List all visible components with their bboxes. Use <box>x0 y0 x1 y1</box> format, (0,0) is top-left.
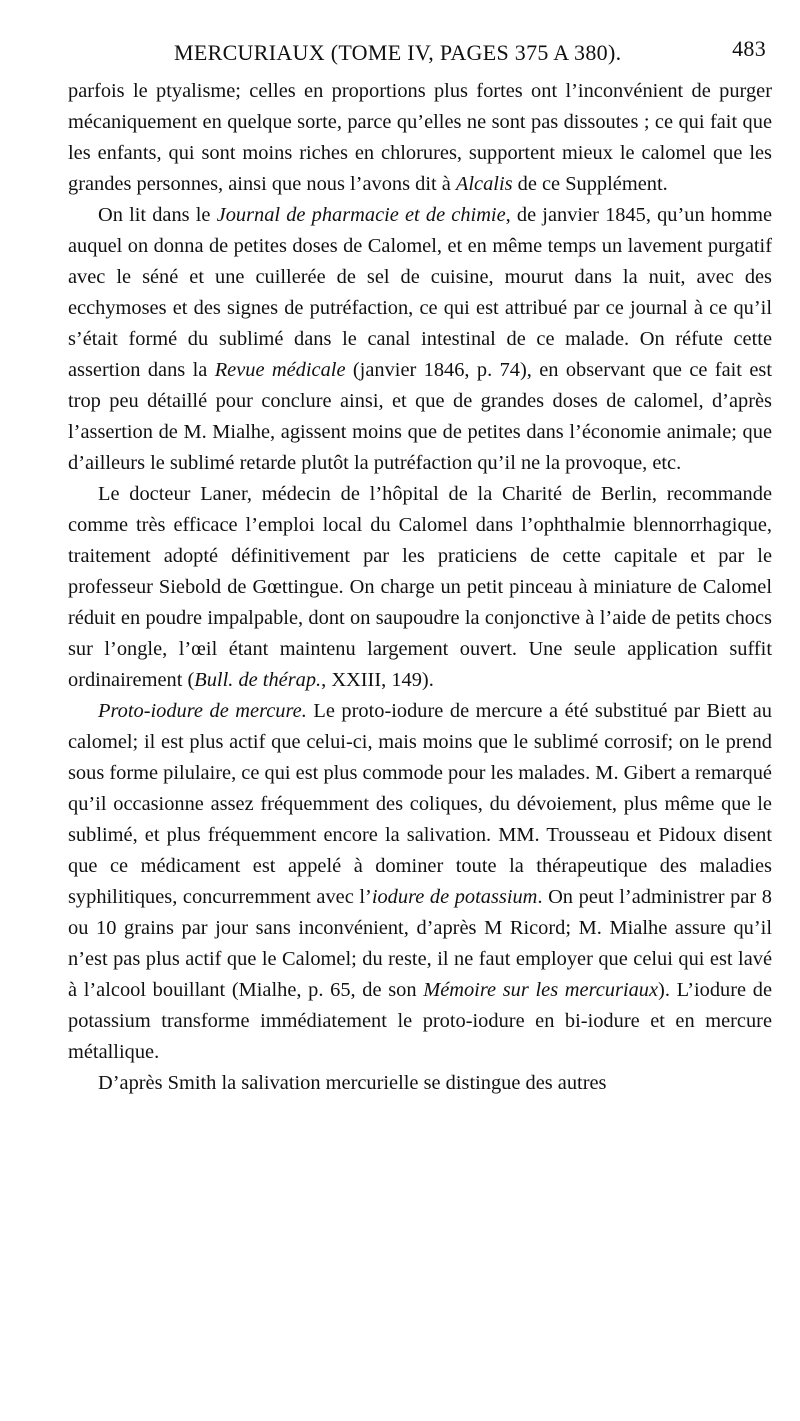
paragraph <box>68 200 772 479</box>
italic-text: Proto-iodure de mercure. <box>98 700 307 722</box>
text-run: , XXIII, 149). <box>321 669 434 691</box>
italic-text: iodure de potassium <box>371 886 538 908</box>
italic-text: Alcalis <box>455 173 513 195</box>
italic-text: Journal de pharmacie et de chimie <box>216 204 506 226</box>
text-run: D’après Smith la salivation mercurielle se distingue des autres <box>98 1072 607 1094</box>
paragraph <box>68 76 772 200</box>
paragraph <box>68 696 772 1068</box>
text-run: ). L’iodure de potassium transforme immédiatement le proto-iodure en bi-iodure et en mercure métallique. <box>68 979 772 1063</box>
text-run: . On peut l’administrer par 8 ou 10 grains par jour sans inconvénient, d’après M Ricord; M. Mialhe assure qu’il n’est pas plus actif que le Calomel; du reste, il ne faut employer que celui qui est lavé à l’alcool bouillant (Mialhe, p. 65, de son <box>68 886 772 1001</box>
paragraph <box>68 479 772 696</box>
italic-text: Bull. de thérap. <box>194 669 322 691</box>
running-header <box>68 34 772 76</box>
text-run: Le proto-iodure de mercure a été substitué par Biett au calomel; il est plus actif que celui-ci, mais moins que le sublimé corrosif; on le prend sous forme pilulaire, ce qui est plus commode pour les malades. M. Gibert a remarqué qu’il occasionne assez fréquemment des coliques, du dévoiement, plus même que le sublimé, et plus fréquemment encore la salivation. MM. Trousseau et Pidoux disent que ce médicament est appelé à dominer toute la thérapeutique des maladies syphilitiques, concurremment avec l’ <box>68 700 772 908</box>
page-number: 483 <box>732 36 766 61</box>
text-run: parfois le ptyalisme; celles en proportions plus fortes ont l’inconvénient de purger mécaniquement en quelque sorte, parce qu’elles ne sont pas dissoutes ; ce qui fait que les enfants, qui sont moins riches en chlorures, supportent mieux le calomel que les grandes personnes, ainsi que nous l’avons dit à <box>68 80 772 195</box>
header-title: MERCURIAUX (TOME IV, PAGES 375 A 380). <box>174 40 622 65</box>
paragraph <box>68 1068 772 1099</box>
text-run: On lit dans le <box>98 204 217 226</box>
text-run: (janvier 1846, p. 74), en observant que ce fait est trop peu détaillé pour conclure ainsi, et que de grandes doses de calomel, d’après l’assertion de M. Mialhe, agissent moins que de petites dans l’économie animale; que d’ailleurs le sublimé retarde plutôt la putréfaction qu’il ne la provoque, etc. <box>68 359 773 474</box>
italic-text: Revue médicale <box>214 359 346 381</box>
text-run: de ce Supplément. <box>512 173 668 195</box>
italic-text: Mémoire sur les mercuriaux <box>423 979 659 1001</box>
text-run: , de janvier 1845, qu’un homme auquel on donna de petites doses de Calomel, et en même temps un lavement purgatif avec le séné et une cuillerée de sel de cuisine, mourut dans la nuit, avec des ecchymoses et des signes de putréfaction, ce qui est attribué par ce journal à ce qu’il s’était formé du sublimé dans le canal intestinal de ce malade. On réfute cette assertion dans la <box>68 204 772 381</box>
body-text <box>68 76 772 1099</box>
text-run: Le docteur Laner, médecin de l’hôpital de la Charité de Berlin, recommande comme très efficace l’emploi local du Calomel dans l’ophthalmie blennorrhagique, traitement adopté définitivement par les praticiens de cette capitale et par le professeur Siebold de Gœttingue. On charge un petit pinceau à miniature de Calomel réduit en poudre impalpable, dont on saupoudre la conjonctive à l’aide de petits chocs sur l’ongle, l’œil étant maintenu largement ouvert. Une seule application suffit ordinairement ( <box>68 483 772 691</box>
